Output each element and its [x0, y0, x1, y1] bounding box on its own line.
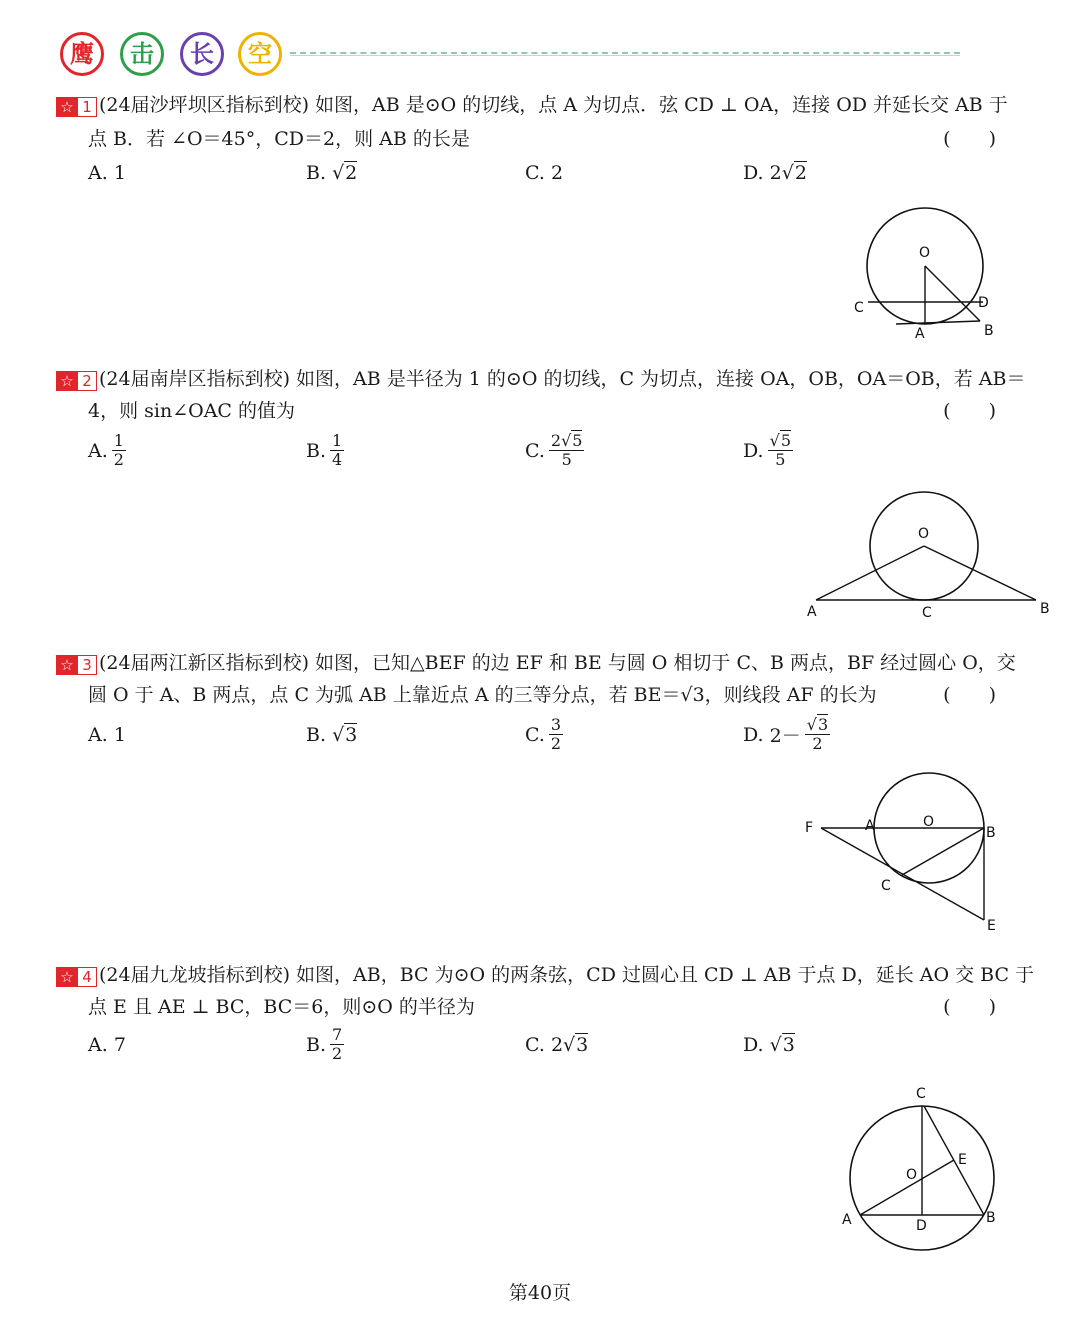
option-b: B. $\frac{7}{2}$ — [306, 1025, 343, 1063]
problem-4-line-1: ☆ 4 (24届九龙坡指标到校) 如图，AB，BC 为⊙O 的两条弦，CD 过圆心且 CD ⊥ AB 于点 D，延长 AO 交 BC 于 — [56, 960, 1034, 987]
label-b: B — [986, 825, 996, 841]
fraction: $\frac{7}{2}$ — [332, 1025, 343, 1063]
segment-ob — [925, 266, 980, 321]
label-d: D — [916, 1218, 927, 1234]
label-b: B — [984, 323, 994, 339]
sqrt-symbol: √3 — [332, 724, 358, 746]
label-e: E — [987, 918, 996, 934]
option-c: C. 2 — [525, 162, 564, 184]
label-o: O — [918, 526, 930, 542]
header-divider-thin — [290, 55, 960, 56]
option-c: C. $\frac{2√5}{5}$ — [525, 431, 583, 469]
option-b: B. √2 — [306, 162, 358, 184]
label-a: A — [915, 326, 925, 342]
problem-1 — [56, 88, 1006, 348]
option-d: D. 2－ $\frac{√3}{2}$ — [743, 715, 829, 753]
logo-badge-2: 击 — [120, 32, 164, 76]
star-icon: ☆ — [56, 371, 78, 391]
answer-bracket: ( ) — [943, 996, 996, 1018]
header-divider — [290, 52, 960, 54]
sqrt-symbol: √3 — [563, 1034, 589, 1056]
problem-3-line-2: 圆 O 于 A、B 两点，点 C 为弧 AB 上靠近点 A 的三等分点，若 BE＝√3，则线段 AF 的长为 — [88, 684, 877, 706]
option-a: A. 1 — [88, 724, 126, 746]
answer-bracket: ( ) — [943, 684, 996, 706]
problem-1-line-1: ☆ 1 (24届沙坪坝区指标到校) 如图，AB 是⊙O 的切线，点 A 为切点．弦 CD ⊥ OA，连接 OD 并延长交 AB 于 — [56, 90, 1008, 117]
sqrt-symbol: √2 — [781, 162, 807, 184]
problem-3-figure — [801, 774, 1011, 934]
option-b: B. √3 — [306, 724, 358, 746]
problem-number-badge: ☆ 4 — [56, 965, 97, 987]
problem-4-figure — [836, 1084, 1026, 1254]
problem-3-line-1: ☆ 3 (24届两江新区指标到校) 如图，已知△BEF 的边 EF 和 BE 与圆 O 相切于 C、B 两点，BF 经过圆心 O，交 — [56, 648, 1016, 675]
option-d: D. √3 — [743, 1034, 795, 1056]
label-a: A — [807, 604, 817, 620]
problem-2 — [56, 362, 1050, 632]
option-b: B. $\frac{1}{4}$ — [306, 431, 343, 469]
label-o: O — [919, 245, 931, 261]
label-o: O — [923, 814, 935, 830]
option-c: C. 2 √3 — [525, 1034, 589, 1056]
problem-2-line-1: ☆ 2 (24届南岸区指标到校) 如图，AB 是半径为 1 的⊙O 的切线，C 为切点，连接 OA，OB，OA＝OB，若 AB＝ — [56, 364, 1025, 391]
option-a: A. 1 — [88, 162, 126, 184]
star-icon: ☆ — [56, 97, 78, 117]
fraction: $\frac{√3}{2}$ — [806, 715, 829, 753]
fraction: $\frac{√5}{5}$ — [769, 431, 791, 469]
label-o: O — [906, 1167, 918, 1183]
problem-4 — [56, 958, 1035, 1258]
answer-bracket: ( ) — [943, 400, 996, 422]
fraction: $\frac{1}{2}$ — [113, 431, 124, 469]
star-icon: ☆ — [56, 967, 78, 987]
fraction: $\frac{3}{2}$ — [550, 715, 562, 753]
option-a: A. $\frac{1}{2}$ — [88, 431, 124, 469]
answer-bracket: ( ) — [943, 128, 996, 150]
label-b: B — [986, 1210, 996, 1226]
problem-number-badge: ☆ 2 — [56, 369, 97, 391]
problem-1-line-2: 点 B．若 ∠O＝45°，CD＝2，则 AB 的长是 — [88, 128, 470, 150]
page-number: 第40页 — [508, 1282, 572, 1304]
label-d: D — [978, 295, 989, 311]
problem-2-line-2: 4，则 sin∠OAC 的值为 — [88, 400, 295, 422]
sqrt-symbol: √2 — [332, 162, 358, 184]
label-f: F — [805, 820, 814, 836]
logo-badge-3: 长 — [180, 32, 224, 76]
page-header — [60, 30, 960, 80]
segment-cb — [902, 828, 984, 875]
label-b: B — [1040, 601, 1050, 617]
logo-badge-4: 空 — [238, 32, 282, 76]
problem-3 — [56, 646, 1016, 946]
label-c: C — [854, 300, 864, 316]
fraction: $\frac{1}{4}$ — [332, 431, 343, 469]
problem-1-figure — [846, 200, 1016, 350]
label-e: E — [958, 1152, 967, 1168]
option-d: D. $\frac{√5}{5}$ — [743, 431, 791, 469]
option-c: C. $\frac{3}{2}$ — [525, 715, 562, 753]
sqrt-symbol: √3 — [769, 1034, 795, 1056]
label-a: A — [865, 818, 875, 834]
logo-badge-1: 鹰 — [60, 32, 104, 76]
segment-ob — [924, 546, 1036, 600]
problem-4-line-2: 点 E 且 AE ⊥ BC，BC＝6，则⊙O 的半径为 — [88, 996, 475, 1018]
label-c: C — [881, 878, 891, 894]
option-d: D. 2 √2 — [743, 162, 807, 184]
label-c: C — [922, 605, 932, 621]
label-c: C — [916, 1086, 926, 1102]
problem-number-badge: ☆ 1 — [56, 95, 97, 117]
option-a: A. 7 — [88, 1034, 126, 1056]
label-a: A — [842, 1212, 852, 1228]
fraction: $\frac{2√5}{5}$ — [550, 431, 583, 469]
star-icon: ☆ — [56, 655, 78, 675]
problem-number-badge: ☆ 3 — [56, 653, 97, 675]
problem-2-figure — [746, 486, 1066, 626]
